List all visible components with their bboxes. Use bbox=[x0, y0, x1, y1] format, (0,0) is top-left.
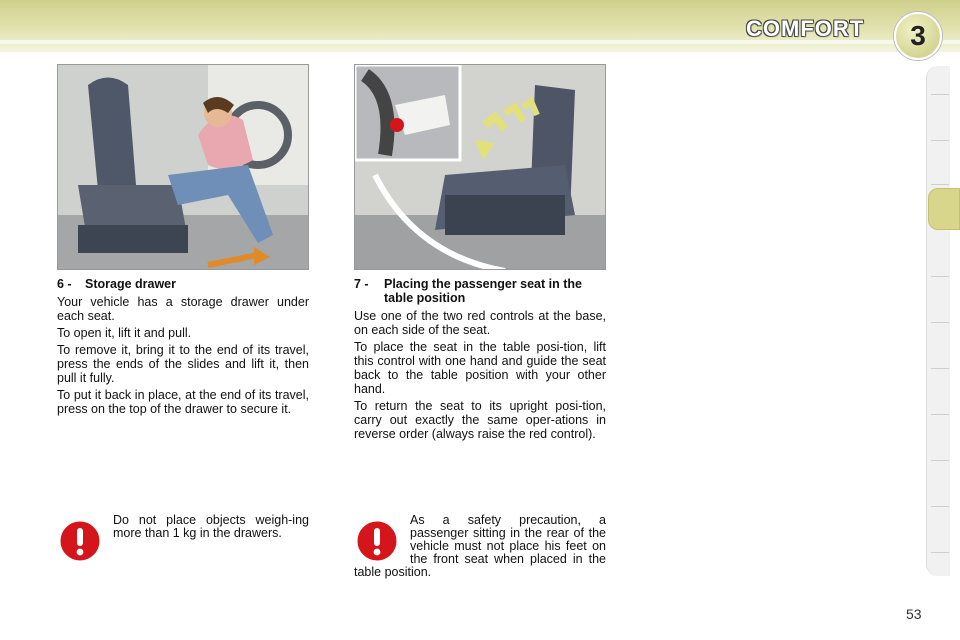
paragraph: To place the seat in the table posi-tion, lift this control with one hand and guide the seat back to the table position with your other hand. bbox=[354, 340, 606, 396]
table-position-illustration bbox=[354, 64, 606, 270]
section-number: 6 - bbox=[57, 277, 72, 291]
tab-divider bbox=[931, 276, 949, 277]
section-title: Placing the passenger seat in the table position bbox=[384, 277, 582, 305]
tab-divider bbox=[931, 94, 949, 95]
chapter-title: COMFORT bbox=[746, 16, 865, 41]
warning-text: As a safety precaution, a passenger sitting in the rear of the vehicle must not place his feet on the front seat when placed in the table position. bbox=[354, 513, 606, 579]
drawer-weight-warning bbox=[57, 514, 309, 564]
tab-divider bbox=[931, 506, 949, 507]
paragraph: To return the seat to its upright posi-tion, carry out exactly the same oper-ations in reverse order (always raise the red control). bbox=[354, 399, 606, 441]
paragraph: To put it back in place, at the end of its travel, press on the top of the drawer to secure it. bbox=[57, 388, 309, 416]
warning-icon bbox=[59, 520, 101, 562]
page-number: 53 bbox=[906, 606, 922, 622]
warning-icon bbox=[356, 520, 398, 562]
paragraph: Your vehicle has a storage drawer under each seat. bbox=[57, 295, 309, 323]
rear-passenger-warning bbox=[354, 514, 606, 579]
section-number: 7 - bbox=[354, 277, 369, 291]
paragraph: To remove it, bring it to the end of its travel, press the ends of the slides and lift it, then pull it fully. bbox=[57, 343, 309, 385]
tab-divider bbox=[931, 414, 949, 415]
warning-text: Do not place objects weigh-ing more than 1 kg in the drawers. bbox=[113, 513, 309, 540]
table-position-section bbox=[354, 277, 606, 444]
tab-divider bbox=[931, 368, 949, 369]
section-title: Storage drawer bbox=[85, 277, 177, 291]
storage-drawer-illustration bbox=[57, 64, 309, 270]
section-heading bbox=[57, 277, 309, 291]
paragraph: To open it, lift it and pull. bbox=[57, 326, 192, 340]
tab-divider bbox=[931, 140, 949, 141]
tab-divider bbox=[931, 460, 949, 461]
tab-divider bbox=[931, 322, 949, 323]
active-chapter-tab[interactable] bbox=[928, 188, 960, 230]
paragraph: Use one of the two red controls at the base, on each side of the seat. bbox=[354, 309, 606, 337]
storage-drawer-section bbox=[57, 277, 309, 419]
chapter-tabs bbox=[926, 66, 950, 576]
section-heading bbox=[354, 277, 606, 305]
chapter-number-badge: 3 bbox=[894, 12, 942, 60]
tab-divider bbox=[931, 184, 949, 185]
tab-divider bbox=[931, 552, 949, 553]
